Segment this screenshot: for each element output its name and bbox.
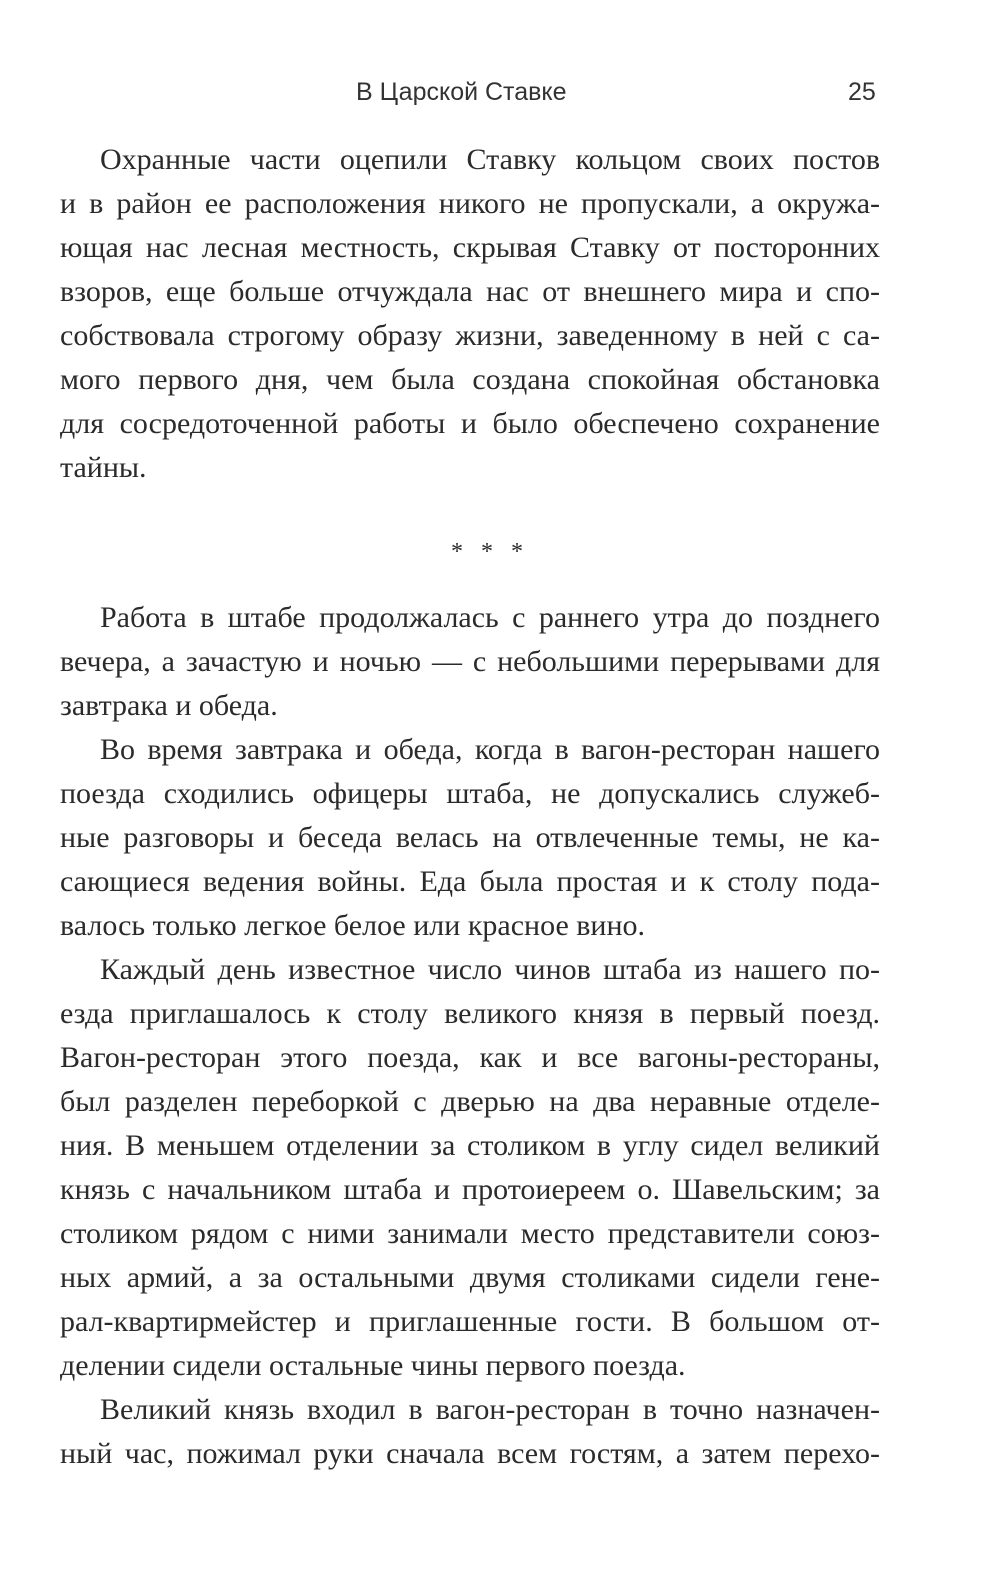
text-line: сающиеся ведения войны. Еда была простая и к столу пода- xyxy=(60,865,880,898)
page-header xyxy=(0,78,1000,118)
running-title: В Царской Ставке xyxy=(356,78,567,106)
text-line: ный час, пожимал руки сначала всем гостям, а затем перехо- xyxy=(60,1437,880,1470)
text-line: Во время завтрака и обеда, когда в вагон-ресторан нашего xyxy=(100,733,880,766)
text-line: мого первого дня, чем была создана спокойная обстановка xyxy=(60,363,880,396)
paragraph xyxy=(60,596,880,728)
text-line: Вагон-ресторан этого поезда, как и все вагоны-рестораны, xyxy=(60,1041,880,1074)
text-line: для сосредоточенной работы и было обеспечено сохранение xyxy=(60,407,880,440)
text-line: ных армий, а за остальными двумя столиками сидели гене- xyxy=(60,1261,880,1294)
text-line: князь с начальником штаба и протоиереем о. Шавельским; за xyxy=(60,1173,880,1206)
text-line: столиком рядом с ними занимали место представители союз- xyxy=(60,1217,880,1250)
text-line: тайны. xyxy=(60,451,147,484)
text-line: делении сидели остальные чины первого поезда. xyxy=(60,1349,686,1382)
paragraph xyxy=(60,728,880,948)
text-line: Работа в штабе продолжалась с раннего утра до позднего xyxy=(100,601,880,634)
text-line: Великий князь входил в вагон-ресторан в точно назначен- xyxy=(100,1393,880,1426)
page-number: 25 xyxy=(848,78,876,106)
text-line: был разделен переборкой с дверью на два неравные отделе- xyxy=(60,1085,880,1118)
text-line: рал-квартирмейстер и приглашенные гости. В большом от- xyxy=(60,1305,880,1338)
text-line: Охранные части оцепили Ставку кольцом своих постов xyxy=(100,143,880,176)
text-line: поезда сходились офицеры штаба, не допускались служеб- xyxy=(60,777,880,810)
paragraph xyxy=(60,138,880,490)
body-text xyxy=(60,138,880,1476)
section-2 xyxy=(60,596,880,1476)
text-line: ные разговоры и беседа велась на отвлеченные темы, не ка- xyxy=(60,821,880,854)
text-line: и в район ее расположения никого не пропускали, а окружа- xyxy=(60,187,880,220)
text-line: вечера, а зачастую и ночью — с небольшими перерывами для xyxy=(60,645,880,678)
text-line: ющая нас лесная местность, скрывая Ставку от посторонних xyxy=(60,231,880,264)
section-1 xyxy=(60,138,880,490)
text-line: собствовала строгому образу жизни, заведенному в ней с са- xyxy=(60,319,880,352)
text-line: взоров, еще больше отчуждала нас от внешнего мира и спо- xyxy=(60,275,880,308)
section-separator: * * * xyxy=(451,539,529,565)
text-line: езда приглашалось к столу великого князя в первый поезд. xyxy=(60,997,880,1030)
paragraph xyxy=(60,948,880,1388)
paragraph xyxy=(60,1388,880,1476)
text-line: валось только легкое белое или красное вино. xyxy=(60,909,646,942)
text-line: завтрака и обеда. xyxy=(60,689,278,722)
text-line: Каждый день известное число чинов штаба из нашего по- xyxy=(100,953,880,986)
text-line: ния. В меньшем отделении за столиком в углу сидел великий xyxy=(60,1129,880,1162)
